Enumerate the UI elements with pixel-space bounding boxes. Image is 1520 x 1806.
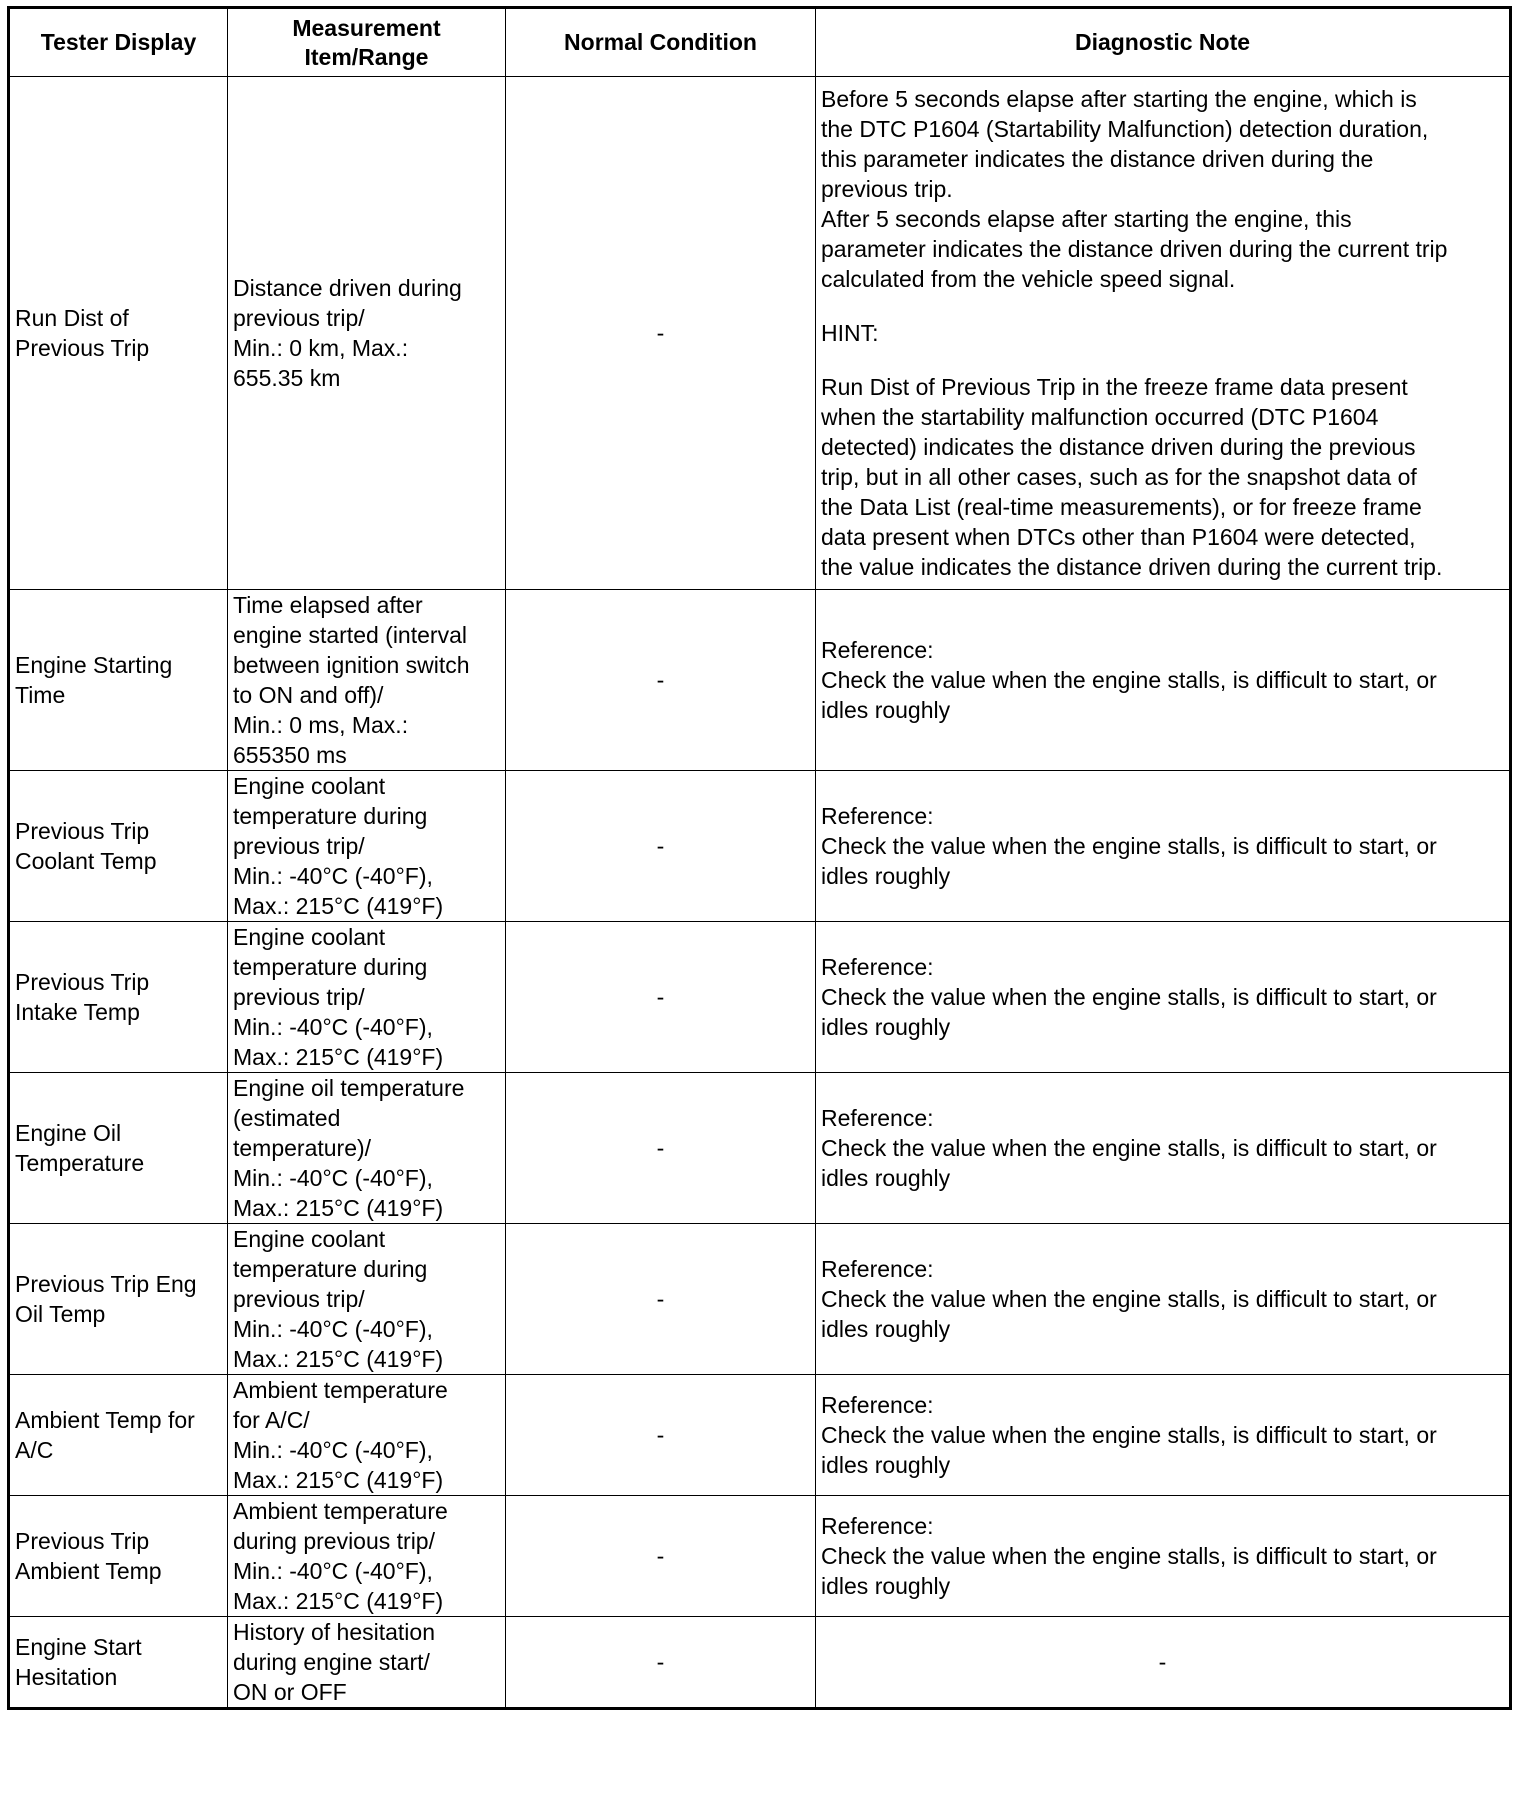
normal-condition-cell: - xyxy=(506,1224,816,1375)
measurement-line: ON or OFF xyxy=(233,1679,347,1705)
tester-display-line: Previous Trip xyxy=(15,969,150,995)
measurement-cell xyxy=(228,771,506,922)
table-row xyxy=(9,1617,1511,1709)
diagnostic-note-line: Reference: xyxy=(821,803,934,829)
normal-condition-cell: - xyxy=(506,922,816,1073)
normal-condition-cell: - xyxy=(506,1617,816,1709)
measurement-line: temperature during xyxy=(233,954,428,980)
measurement-line: Engine coolant xyxy=(233,1226,386,1252)
normal-condition-cell: - xyxy=(506,77,816,590)
diagnostic-note-line: idles roughly xyxy=(821,1573,951,1599)
tester-display-line: Hesitation xyxy=(15,1664,118,1690)
diagnostic-note-cell xyxy=(816,1073,1511,1224)
measurement-line: Time elapsed after xyxy=(233,592,423,618)
tester-display-line: Intake Temp xyxy=(15,999,140,1025)
measurement-line: Engine oil temperature xyxy=(233,1075,465,1101)
measurement-line: History of hesitation xyxy=(233,1619,435,1645)
header-row xyxy=(9,8,1511,77)
diagnostic-note-line: parameter indicates the distance driven during the current trip xyxy=(821,236,1448,262)
diagnostic-note-line: Reference: xyxy=(821,954,934,980)
diagnostic-note-line: idles roughly xyxy=(821,1165,951,1191)
normal-condition-cell: - xyxy=(506,771,816,922)
measurement-line: 655.35 km xyxy=(233,365,341,391)
diagnostic-note-line: Check the value when the engine stalls, is difficult to start, or xyxy=(821,1422,1437,1448)
diagnostic-note-cell: - xyxy=(816,1617,1511,1709)
diagnostic-note-cell xyxy=(816,1375,1511,1496)
measurement-line: engine started (interval xyxy=(233,622,467,648)
diagnostic-note-cell xyxy=(816,922,1511,1073)
measurement-line: Min.: -40°C (-40°F), xyxy=(233,863,433,889)
diagnostic-note-line: Check the value when the engine stalls, is difficult to start, or xyxy=(821,984,1437,1010)
measurement-line: previous trip/ xyxy=(233,305,365,331)
measurement-line: Ambient temperature xyxy=(233,1498,448,1524)
measurement-line: Engine coolant xyxy=(233,924,386,950)
measurement-cell xyxy=(228,1073,506,1224)
tester-display-cell xyxy=(9,77,228,590)
measurement-cell xyxy=(228,1375,506,1496)
diagnostic-note-line: Check the value when the engine stalls, is difficult to start, or xyxy=(821,1286,1437,1312)
measurement-cell xyxy=(228,1224,506,1375)
measurement-line: Min.: -40°C (-40°F), xyxy=(233,1014,433,1040)
measurement-line: during engine start/ xyxy=(233,1649,430,1675)
tester-display-cell xyxy=(9,1073,228,1224)
table-body xyxy=(9,77,1511,1709)
measurement-line: Distance driven during xyxy=(233,275,462,301)
normal-condition-cell: - xyxy=(506,1073,816,1224)
measurement-line: Ambient temperature xyxy=(233,1377,448,1403)
measurement-line: Max.: 215°C (419°F) xyxy=(233,1044,444,1070)
diagnostic-note-line: Before 5 seconds elapse after starting the engine, which is xyxy=(821,86,1417,112)
diagnostic-note-line: idles roughly xyxy=(821,1014,951,1040)
tester-display-cell xyxy=(9,1496,228,1617)
diagnostic-note-line: this parameter indicates the distance driven during the xyxy=(821,146,1374,172)
tester-display-line: Time xyxy=(15,682,66,708)
diagnostic-note-line: the value indicates the distance driven during the current trip. xyxy=(821,554,1443,580)
tester-display-line: Run Dist of xyxy=(15,305,129,331)
measurement-line: Min.: 0 ms, Max.: xyxy=(233,712,409,738)
data-list-table xyxy=(7,6,1512,1710)
normal-condition-cell: - xyxy=(506,590,816,771)
measurement-line: Min.: -40°C (-40°F), xyxy=(233,1165,433,1191)
header-normal-condition: Normal Condition xyxy=(506,8,816,77)
table-row xyxy=(9,590,1511,771)
diagnostic-note-line: calculated from the vehicle speed signal. xyxy=(821,266,1236,292)
diagnostic-note-cell xyxy=(816,1224,1511,1375)
measurement-line: to ON and off)/ xyxy=(233,682,384,708)
diagnostic-note-line: when the startability malfunction occurred (DTC P1604 xyxy=(821,404,1379,430)
header-diagnostic-note: Diagnostic Note xyxy=(816,8,1511,77)
header-measurement-line: Item/Range xyxy=(304,43,429,70)
measurement-line: between ignition switch xyxy=(233,652,470,678)
diagnostic-note-line: idles roughly xyxy=(821,1452,951,1478)
measurement-line: Min.: -40°C (-40°F), xyxy=(233,1437,433,1463)
tester-display-cell xyxy=(9,590,228,771)
diagnostic-note-cell xyxy=(816,1496,1511,1617)
header-tester-display: Tester Display xyxy=(9,8,228,77)
tester-display-line: Ambient Temp xyxy=(15,1558,162,1584)
measurement-line: previous trip/ xyxy=(233,1286,365,1312)
table-row xyxy=(9,771,1511,922)
table-row xyxy=(9,1496,1511,1617)
table-row xyxy=(9,1073,1511,1224)
normal-condition-cell: - xyxy=(506,1375,816,1496)
diagnostic-note-line: After 5 seconds elapse after starting the engine, this xyxy=(821,206,1352,232)
tester-display-line: Coolant Temp xyxy=(15,848,157,874)
header-measurement-line: Measurement xyxy=(292,14,441,41)
tester-display-line: Engine Starting xyxy=(15,652,173,678)
diagnostic-note-line: Check the value when the engine stalls, is difficult to start, or xyxy=(821,1543,1437,1569)
diagnostic-note-line: the Data List (real-time measurements), or for freeze frame xyxy=(821,494,1422,520)
measurement-line: Max.: 215°C (419°F) xyxy=(233,1346,444,1372)
table-row xyxy=(9,922,1511,1073)
diagnostic-note-line: Reference: xyxy=(821,1513,934,1539)
tester-display-cell xyxy=(9,1617,228,1709)
tester-display-line: Ambient Temp for xyxy=(15,1407,195,1433)
diagnostic-note-line: idles roughly xyxy=(821,697,951,723)
diagnostic-note-line: Check the value when the engine stalls, is difficult to start, or xyxy=(821,667,1437,693)
table-row xyxy=(9,1375,1511,1496)
measurement-cell xyxy=(228,1496,506,1617)
measurement-line: during previous trip/ xyxy=(233,1528,435,1554)
tester-display-line: Engine Start xyxy=(15,1634,142,1660)
measurement-line: Max.: 215°C (419°F) xyxy=(233,1467,444,1493)
measurement-line: Min.: -40°C (-40°F), xyxy=(233,1558,433,1584)
measurement-cell xyxy=(228,590,506,771)
tester-display-line: Oil Temp xyxy=(15,1301,106,1327)
tester-display-line: Temperature xyxy=(15,1150,145,1176)
tester-display-line: A/C xyxy=(15,1437,54,1463)
measurement-line: Engine coolant xyxy=(233,773,386,799)
diagnostic-note-line: Reference: xyxy=(821,1392,934,1418)
diagnostic-note-line: Check the value when the engine stalls, is difficult to start, or xyxy=(821,833,1437,859)
measurement-line: Min.: -40°C (-40°F), xyxy=(233,1316,433,1342)
measurement-line: previous trip/ xyxy=(233,833,365,859)
tester-display-line: Previous Trip xyxy=(15,818,150,844)
diagnostic-note-line: idles roughly xyxy=(821,863,951,889)
measurement-line: previous trip/ xyxy=(233,984,365,1010)
diagnostic-note-line: Reference: xyxy=(821,1256,934,1282)
table-row xyxy=(9,1224,1511,1375)
tester-display-cell xyxy=(9,771,228,922)
diagnostic-note-line: idles roughly xyxy=(821,1316,951,1342)
table-row xyxy=(9,77,1511,590)
measurement-line: temperature)/ xyxy=(233,1135,372,1161)
tester-display-line: Previous Trip xyxy=(15,335,150,361)
tester-display-line: Engine Oil xyxy=(15,1120,122,1146)
diagnostic-note-line: detected) indicates the distance driven during the previous xyxy=(821,434,1416,460)
measurement-line: temperature during xyxy=(233,1256,428,1282)
measurement-line: (estimated xyxy=(233,1105,341,1131)
diagnostic-note-line: previous trip. xyxy=(821,176,953,202)
tester-display-cell xyxy=(9,922,228,1073)
hint-label: HINT: xyxy=(821,320,879,346)
measurement-line: Max.: 215°C (419°F) xyxy=(233,1588,444,1614)
diagnostic-note-line: Check the value when the engine stalls, is difficult to start, or xyxy=(821,1135,1437,1161)
measurement-line: 655350 ms xyxy=(233,742,347,768)
diagnostic-note-cell xyxy=(816,771,1511,922)
measurement-line: temperature during xyxy=(233,803,428,829)
tester-display-cell xyxy=(9,1224,228,1375)
diagnostic-note-line: data present when DTCs other than P1604 were detected, xyxy=(821,524,1416,550)
diagnostic-note-cell xyxy=(816,77,1511,590)
measurement-line: for A/C/ xyxy=(233,1407,310,1433)
measurement-cell xyxy=(228,1617,506,1709)
tester-display-cell xyxy=(9,1375,228,1496)
diagnostic-note-line: Reference: xyxy=(821,1105,934,1131)
diagnostic-note-line: the DTC P1604 (Startability Malfunction) detection duration, xyxy=(821,116,1429,142)
diagnostic-note-line: Run Dist of Previous Trip in the freeze frame data present xyxy=(821,374,1408,400)
measurement-cell xyxy=(228,77,506,590)
header-measurement xyxy=(228,8,506,77)
diagnostic-note-line: Reference: xyxy=(821,637,934,663)
diagnostic-note-cell xyxy=(816,590,1511,771)
measurement-line: Max.: 215°C (419°F) xyxy=(233,893,444,919)
diagnostic-note-line: trip, but in all other cases, such as for the snapshot data of xyxy=(821,464,1417,490)
measurement-line: Min.: 0 km, Max.: xyxy=(233,335,409,361)
measurement-cell xyxy=(228,922,506,1073)
tester-display-line: Previous Trip xyxy=(15,1528,150,1554)
tester-display-line: Previous Trip Eng xyxy=(15,1271,197,1297)
normal-condition-cell: - xyxy=(506,1496,816,1617)
measurement-line: Max.: 215°C (419°F) xyxy=(233,1195,444,1221)
